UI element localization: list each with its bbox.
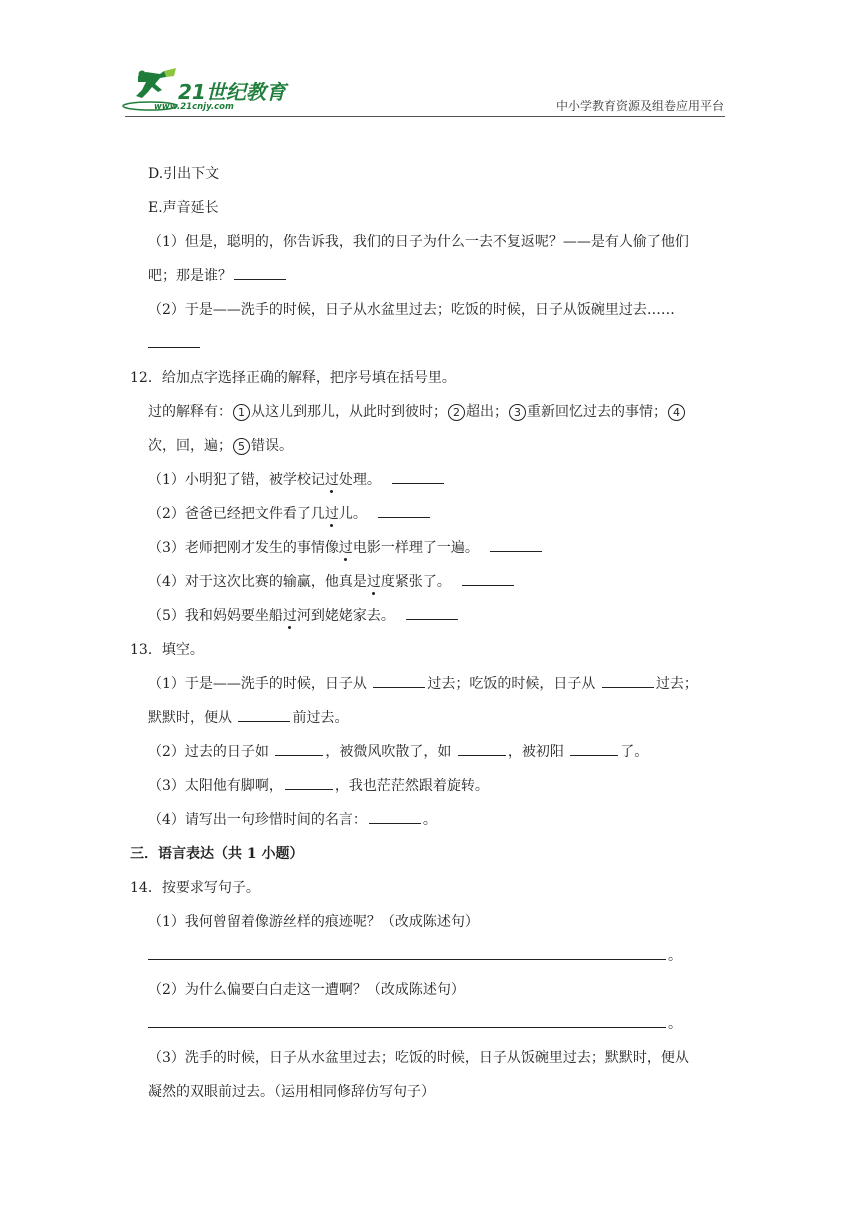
dotted-character: 过 (324, 506, 339, 522)
answer-line[interactable] (148, 945, 666, 960)
q13-title: 13．填空。 (130, 642, 204, 658)
q12-definitions-line2 (148, 435, 293, 455)
answer-blank[interactable] (458, 741, 506, 756)
logo-url-text: www.21cnjy.com (154, 102, 234, 112)
answer-blank[interactable] (275, 741, 323, 756)
answer-blank[interactable] (234, 265, 286, 280)
q14-item-2: （2）为什么偏要白白走这一遭啊？（改成陈述句） (148, 982, 465, 998)
dotted-character: 过 (282, 608, 297, 624)
definition-text: 从这儿到那儿，从此时到彼时； (251, 404, 447, 420)
q14-item-1: （1）我何曾留着像游丝样的痕迹呢？（改成陈述句） (148, 914, 479, 930)
q14-item-3-line2: 凝然的双眼前过去。（运用相同修辞仿写句子） (148, 1084, 435, 1100)
circled-number: 2 (448, 404, 465, 421)
item-text: （5）我和妈妈要坐船 (148, 608, 283, 624)
header-divider (125, 116, 725, 117)
item-text: （4）对于这次比赛的输赢，他真是 (148, 574, 367, 590)
brand-logo (120, 68, 300, 118)
q11-sentence1-line2 (148, 265, 288, 285)
q14-answer-line-2 (148, 1013, 682, 1033)
q12-item-2 (148, 503, 432, 523)
answer-blank[interactable] (148, 333, 200, 348)
item-text: （1）小明犯了错，被学校记 (148, 472, 325, 488)
q12-item-5 (148, 605, 460, 625)
definition-text: 次，回，遍； (148, 438, 232, 454)
item-text: （4）请写出一句珍惜时间的名言： (148, 812, 367, 828)
answer-blank[interactable] (392, 469, 444, 484)
item-text: 度紧张了。 (380, 574, 451, 590)
dotted-character: 过 (338, 540, 353, 556)
item-text: 前过去。 (292, 710, 349, 726)
item-text: 默默时，便从 (148, 710, 232, 726)
item-text: （2）过去的日子如 (148, 744, 269, 760)
definition-text: 重新回忆过去的事情； (527, 404, 667, 420)
item-text: 过去； (655, 676, 698, 692)
circled-number: 3 (509, 404, 526, 421)
q11-sentence2-line1: （2）于是——洗手的时候，日子从水盆里过去；吃饭的时候，日子从饭碗里过去…… (148, 302, 675, 318)
period-mark: 。 (668, 948, 682, 964)
answer-blank[interactable] (373, 673, 425, 688)
item-text: 电影一样理了一遍。 (352, 540, 479, 556)
page-header (0, 0, 860, 125)
q12-item-4 (148, 571, 516, 591)
q11-sentence2-line2 (148, 333, 202, 352)
platform-name: 中小学教育资源及组卷应用平台 (555, 99, 724, 113)
item-text: 了。 (620, 744, 649, 760)
logo-brand-text: 21世纪教育 (178, 80, 286, 104)
item-text: ，我也茫茫然跟着旋转。 (334, 778, 489, 794)
answer-blank[interactable] (285, 775, 333, 790)
q13-item-3 (148, 775, 489, 795)
answer-blank[interactable] (490, 537, 542, 552)
option-d: D.引出下文 (148, 166, 220, 182)
q13-item-2 (148, 741, 648, 761)
dotted-character: 过 (366, 574, 381, 590)
q12-definitions-line1 (148, 401, 686, 421)
q13-item-1-line1 (148, 673, 698, 693)
dotted-character: 过 (324, 472, 339, 488)
answer-blank[interactable] (378, 503, 430, 518)
definition-text: 错误。 (251, 438, 293, 454)
answer-blank[interactable] (406, 605, 458, 620)
q14-item-3-line1: （3）洗手的时候，日子从水盆里过去；吃饭的时候，日子从饭碗里过去；默默时，便从 (148, 1050, 689, 1066)
q14-title: 14．按要求写句子。 (130, 880, 260, 896)
answer-blank[interactable] (238, 707, 290, 722)
answer-blank[interactable] (462, 571, 514, 586)
answer-blank[interactable] (570, 741, 618, 756)
item-text: 。 (422, 812, 437, 828)
circled-number: 1 (233, 404, 250, 421)
item-text: ，被微风吹散了，如 (325, 744, 452, 760)
answer-blank[interactable] (602, 673, 654, 688)
item-text: 处理。 (338, 472, 381, 488)
period-mark: 。 (668, 1016, 682, 1032)
answer-blank[interactable] (369, 809, 421, 824)
q14-answer-line-1 (148, 945, 682, 965)
item-text: 河到姥姥家去。 (296, 608, 395, 624)
item-text: ，被初阳 (507, 744, 564, 760)
definitions-label: 过的解释有： (148, 404, 232, 420)
item-text: 儿。 (338, 506, 367, 522)
definition-text: 超出； (466, 404, 508, 420)
item-text: （1）于是——洗手的时候，日子从 (148, 676, 367, 692)
option-e: E.声音延长 (148, 200, 219, 216)
circled-number: 4 (668, 404, 685, 421)
q13-item-1-line2 (148, 707, 348, 727)
answer-line[interactable] (148, 1013, 666, 1028)
circled-number: 5 (233, 438, 250, 455)
q13-item-4 (148, 809, 437, 829)
item-text: （2）爸爸已经把文件看了几 (148, 506, 325, 522)
item-text: （3）老师把刚才发生的事情像 (148, 540, 339, 556)
q12-item-3 (148, 537, 544, 557)
item-text: （3）太阳他有脚啊， (148, 778, 283, 794)
q12-title: 12．给加点字选择正确的解释，把序号填在括号里。 (130, 370, 456, 386)
q12-item-1 (148, 469, 446, 489)
section-heading: 三．语言表达（共 1 小题） (130, 846, 304, 862)
q11-sentence1-line1: （1）但是，聪明的，你告诉我，我们的日子为什么一去不复返呢？——是有人偷了他们 (148, 234, 689, 250)
item-text: 过去；吃饭的时候，日子从 (427, 676, 596, 692)
q11-sentence1-text: 吧；那是谁？ (148, 268, 232, 284)
